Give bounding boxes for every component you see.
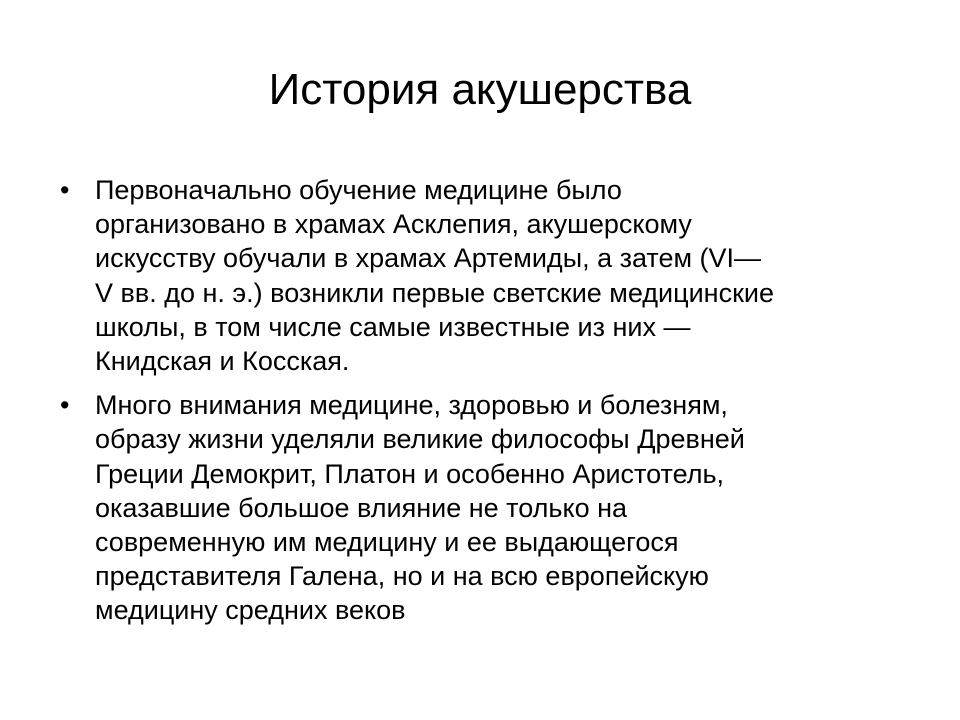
bullet-text-line: Греции Демокрит, Платон и особенно Аристотель,: [95, 458, 725, 489]
bullet-text-line: Первоначально обучение медицине было: [95, 175, 622, 205]
bullet-text-line: Книдская и Косская.: [95, 346, 350, 377]
bullet-text-line: представителя Галена, но и на всю европейскую: [95, 561, 709, 592]
slide-title: История акушерства: [268, 65, 692, 114]
bullet-list: [60, 173, 920, 638]
bullet-text-line: медицину средних веков: [95, 595, 406, 626]
bullet-text-line: образу жизни уделяли великие философы Древней: [95, 424, 745, 455]
bullet-icon: •: [60, 390, 70, 421]
bullet-icon: •: [60, 175, 70, 205]
bullet-text-line: оказавшие большое влияние не только на: [95, 492, 628, 523]
bullet-item: [60, 388, 920, 627]
bullet-item: [60, 173, 920, 378]
bullet-text-line: V вв. до н. э.) возникли первые светские медицинские: [95, 277, 774, 308]
bullet-text-line: искусству обучали в храмах Артемиды, а затем (VI—: [95, 243, 762, 274]
bullet-text-line: организовано в храмах Асклепия, акушерскому: [95, 209, 692, 240]
bullet-text-line: Много внимания медицине, здоровью и болезням,: [95, 390, 728, 421]
bullet-text-line: современную им медицину и ее выдающегося: [95, 527, 679, 558]
bullet-text-line: школы, в том числе самые известные из них —: [95, 311, 691, 342]
